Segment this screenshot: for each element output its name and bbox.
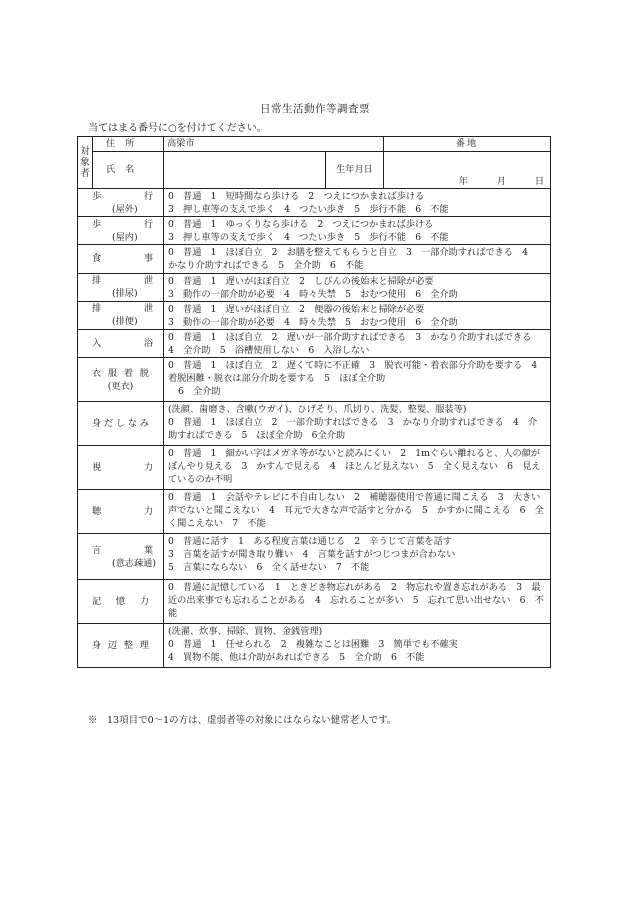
option-line: 3 言葉を話すが聞き取り難い 4 言葉を話すがつじつまが合わない xyxy=(168,549,456,561)
document-title: 日常生活動作等調査票 xyxy=(260,103,370,115)
option-line: 5 言葉にならない 6 全く話せない 7 不能 xyxy=(168,562,370,574)
question-row xyxy=(78,329,551,357)
question-row xyxy=(78,273,551,301)
question-label: 入 浴 xyxy=(78,329,164,357)
question-label: 排 泄 (排尿) xyxy=(78,273,164,301)
address-value: 高梁市 xyxy=(164,137,384,152)
option-line: 0 普通 1 ゆっくりなら歩ける 2 つえにつかまれば歩ける xyxy=(168,219,434,231)
question-options[interactable] xyxy=(164,624,551,668)
address-row xyxy=(78,137,551,152)
name-field[interactable] xyxy=(164,152,326,189)
question-label: 聴 力 xyxy=(78,490,164,534)
question-label: 身辺整理 xyxy=(78,624,164,668)
subject-label: 対 象 者 xyxy=(78,137,93,189)
banchi-label: 番地 xyxy=(384,137,551,152)
option-line: (洗濯、炊事、掃除、買物、金銭管理) xyxy=(168,626,323,638)
day-label: 日 xyxy=(534,175,544,187)
option-line: 0 普通 1 遅いがほぼ自立 2 便器の後始末と掃除が必要 xyxy=(168,303,425,315)
instruction-text: 当てはまる番号に○を付けてください。 xyxy=(88,123,267,134)
address-label: 住所 xyxy=(93,137,164,152)
question-label: 身だしなみ xyxy=(78,402,164,446)
survey-table xyxy=(77,136,551,668)
option-line: 0 普通に記憶している 1 ときどき物忘れがある 2 物忘れや置き忘れがある 3 最近の出来事でも忘れることがある 4 忘れることが多い 5 忘れて思い出せない 6 不能 xyxy=(168,582,544,620)
question-label: 排 泄 (排便) xyxy=(78,301,164,329)
question-label: 食 事 xyxy=(78,245,164,273)
option-line: 3 押し車等の支えで歩く 4 つたい歩き 5 歩行不能 6 不能 xyxy=(168,204,449,216)
question-label: 歩 行 (屋内) xyxy=(78,217,164,245)
question-label: 記憶力 xyxy=(78,580,164,624)
month-label: 月 xyxy=(496,175,506,187)
question-label: 言 葉 (意志疎通) xyxy=(78,534,164,580)
option-line: 0 普通 1 ほぼ自立 2 お膳を整えてもらうと自立 3 一部介助すればできる 4 かなり介助すればできる 5 全介助 6 不能 xyxy=(168,247,538,272)
year-label: 年 xyxy=(458,175,468,187)
question-options[interactable] xyxy=(164,189,551,217)
question-row xyxy=(78,490,551,534)
option-line: 0 普通 1 ほぼ自立 2 遅くて時に不正確 3 脱衣可能・着衣部分介助を要する 4 着脱困難・脱衣は部分介助を要する 5 ほぼ全介助 xyxy=(168,360,547,385)
name-label: 氏名 xyxy=(93,152,164,189)
question-options[interactable] xyxy=(164,301,551,329)
question-row xyxy=(78,301,551,329)
option-line: 0 普通 1 会話やテレビに不自由しない 2 補聴器使用で普通に聞こえる 3 大きい声でないと聞こえない 4 耳元で大きな声で話すと分かる 5 かすかに聞こえる 6 全く聞こえない 7 不能 xyxy=(168,492,544,530)
question-label: 歩 行 (屋外) xyxy=(78,189,164,217)
option-line: 0 普通 1 遅いがほぼ自立 2 しびんの後始末と掃除が必要 xyxy=(168,275,434,287)
question-options[interactable] xyxy=(164,580,551,624)
question-row xyxy=(78,402,551,446)
question-options[interactable] xyxy=(164,490,551,534)
option-line: (洗顔、歯磨き、含嗽(ウガイ)、ひげそり、爪切り、洗髪、整髪、服装等) xyxy=(168,404,467,416)
question-options[interactable] xyxy=(164,402,551,446)
question-row xyxy=(78,446,551,490)
option-line: 0 普通に話す 1 ある程度言葉は通じる 2 辛うじて言葉を話す xyxy=(168,536,452,548)
option-line: 0 普通 1 細かい字はメガネ等がないと読みにくい 2 1mぐらい離れると、人の顔がぼんやり見える 3 かすんで見える 4 ほとんど見えない 5 全く見えない 6 見えているのか不明 xyxy=(168,448,541,486)
footnote: ※ 13項目で0～1の方は、虚弱者等の対象にはならない健常老人です。 xyxy=(88,715,397,726)
option-line: 3 動作の一部介助が必要 4 時々失禁 5 おむつ使用 6 全介助 xyxy=(168,288,458,300)
question-row xyxy=(78,189,551,217)
question-label: 視 力 xyxy=(78,446,164,490)
option-line: 6 全介助 xyxy=(178,386,221,398)
question-label: 衣服着脱 (更衣) xyxy=(78,358,164,402)
question-options[interactable] xyxy=(164,358,551,402)
question-options[interactable] xyxy=(164,329,551,357)
birth-date-field[interactable] xyxy=(384,152,551,189)
question-options[interactable] xyxy=(164,534,551,580)
option-line: 0 普通 1 ほぼ自立 2 一部介助すればできる 3 かなり介助すればできる 4 介助すればできる 5 ほぼ全介助 6全介助 xyxy=(168,417,538,442)
option-line: 4 買物不能、他は介助があればできる 5 全介助 6 不能 xyxy=(168,652,425,664)
question-row xyxy=(78,580,551,624)
question-options[interactable] xyxy=(164,217,551,245)
option-line: 0 普通 1 任せられる 2 複雑なことは困難 3 簡単でも不確実 xyxy=(168,639,458,651)
birth-label: 生年月日 xyxy=(326,152,384,189)
question-row xyxy=(78,217,551,245)
question-row xyxy=(78,624,551,668)
question-options[interactable] xyxy=(164,245,551,273)
question-row xyxy=(78,358,551,402)
question-options[interactable] xyxy=(164,273,551,301)
option-line: 0 普通 1 短時間なら歩ける 2 つえにつかまれば歩ける xyxy=(168,191,425,202)
question-row xyxy=(78,245,551,273)
question-options[interactable] xyxy=(164,446,551,490)
name-row xyxy=(78,152,551,189)
option-line: 3 動作の一部介助が必要 4 時々失禁 5 おむつ使用 6 全介助 xyxy=(168,316,458,328)
question-row xyxy=(78,534,551,580)
option-line: 0 普通 1 ほぼ自立 2 遅いが一部介助すればできる 3 かなり介助すればできる 4 全介助 5 浴槽使用しない 6 入浴しない xyxy=(168,331,541,357)
option-line: 3 押し車等の支えで歩く 4 つたい歩き 5 歩行不能 6 不能 xyxy=(168,232,449,244)
